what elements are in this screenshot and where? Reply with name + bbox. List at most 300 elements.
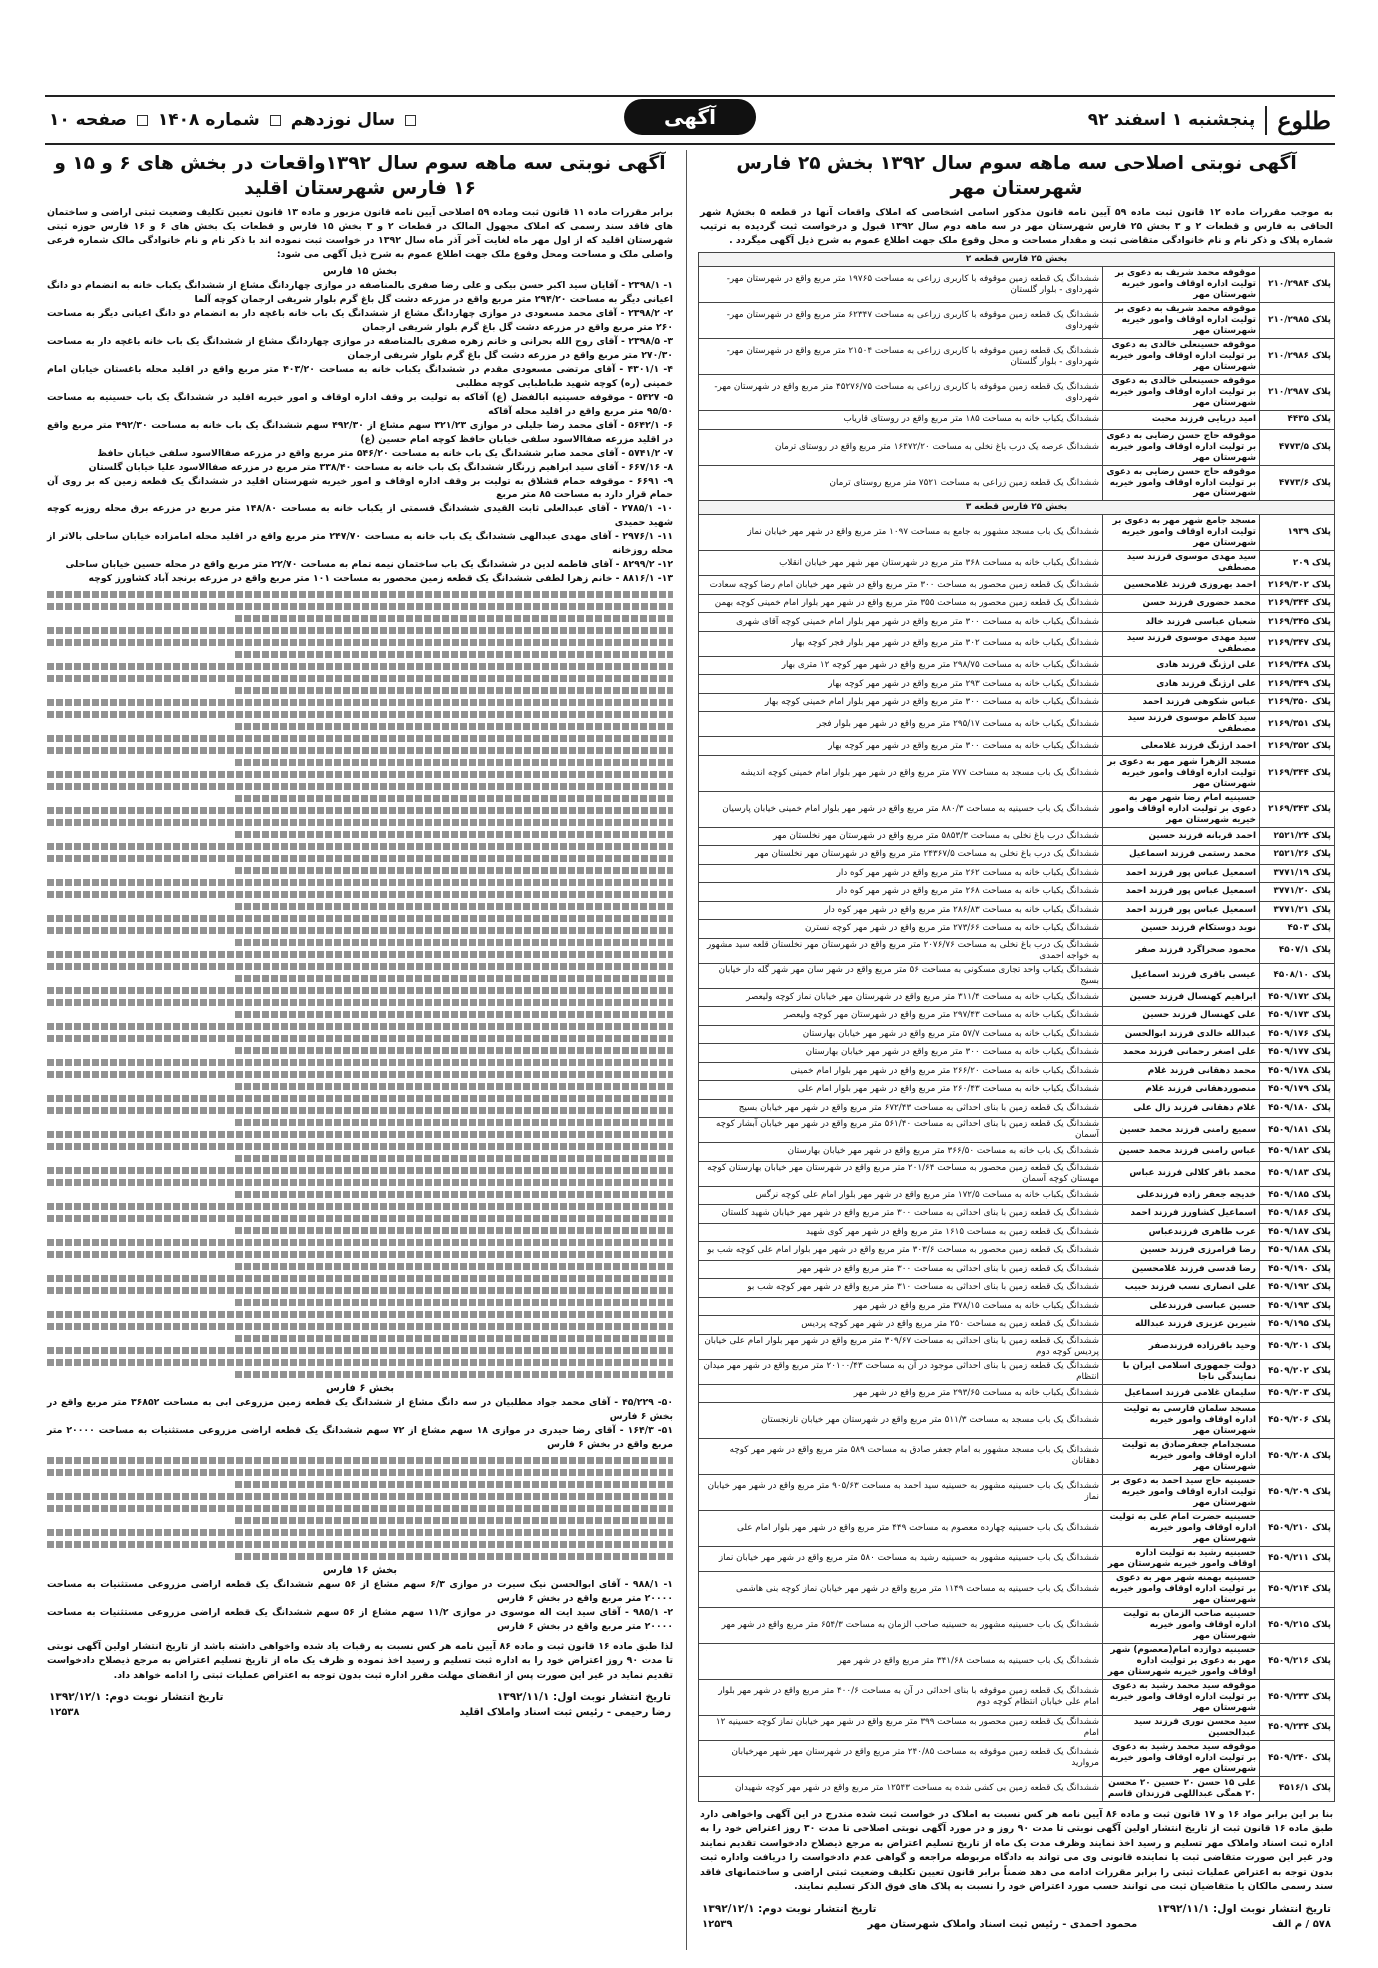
plak-number: پلاک ۴۵۰۹/۲۱۵ [1260, 1607, 1335, 1643]
header-issue: شماره ۱۴۰۸ [157, 110, 260, 130]
text-line-placeholder [47, 915, 673, 922]
text-line-placeholder [235, 1299, 673, 1306]
owner-name: اسمعیل عباس پور فرزند احمد [1103, 883, 1260, 902]
table-row [699, 656, 1335, 675]
header-volume: سال نوزدهم [290, 110, 396, 130]
plak-number: پلاک ۴۵۰۹/۱۷۶ [1260, 1025, 1335, 1044]
text-line-placeholder [235, 1263, 673, 1270]
second-publication-date: تاریخ انتشار نوبت دوم: ۱۳۹۲/۱۲/۱ [49, 1691, 224, 1704]
property-description: ششدانگ یک قطعه زمین با بنای احداثی به مساحت ۶۷۲/۴۳ متر مربع واقع در شهر مهر خیابان بسیج [699, 1099, 1103, 1118]
owner-name: سمیع رامنی فرزند محمد حسین [1103, 1118, 1260, 1143]
property-description: ششدانگ یک باب حسینیه چهارده معصوم به مساحت ۴۴۹ متر مربع واقع در شهر مهر بلوار امام علی [699, 1510, 1103, 1546]
registration-entry: ۶- ۵۶۴۲/۱ - آقای محمد رضا جلیلی در موازی ۳۲۱/۲۳ سهم مشاع از ۴۹۲/۳۰ سهم ششدانگ یک باب خانه به مساحت ۴۹۲/۳۰ متر مربع واقع در اقلید مزرعه صفاالاسود سلفی خیابان حافظ کوچه امام حسین (ع) [47, 419, 673, 445]
property-description: ششدانگ یک قطعه زمین با بنای احداثی به مساحت ۵۶۱/۴۰ متر مربع واقع در شهر مهر خیابان آبشار کوچه آسمان [699, 1118, 1103, 1143]
owner-name: احمد قربانه فرزند حسین [1103, 827, 1260, 846]
table-row [699, 631, 1335, 656]
plak-number: پلاک ۴۵۰۹/۱۸۱ [1260, 1118, 1335, 1143]
ad-number: ۱۲۵۳۸ [49, 1707, 80, 1719]
property-description: ششدانگ یک درب باغ نخلی به مساحت ۲۰۷۶/۷۶ متر مربع واقع در شهرستان مهر نخلستان قلعه سید مشهور به خواجه احمدی [699, 938, 1103, 963]
plak-number: پلاک ۴۵۰۹/۱۷۲ [1260, 988, 1335, 1007]
table-row [699, 1359, 1335, 1384]
text-line-placeholder [47, 843, 673, 850]
property-description: ششدانگ یک قطعه زمین موقوفه با کاربری زراعی به مساحت ۴۵۲۷۶/۷۵ متر مربع واقع در شهرستان مهر- شهرداوی [699, 375, 1103, 411]
property-description: ششدانگ یکباب خانه به مساحت ۲۹۸/۷۵ متر مربع واقع در شهر مهر کوچه ۱۲ متری بهار [699, 656, 1103, 675]
owner-name: عرب طاهری فرزندعباس [1103, 1223, 1260, 1242]
table-row [699, 1474, 1335, 1510]
property-description: ششدانگ یک قطعه زمین محصور به مساحت ۳۹۹ متر مربع واقع در شهر مهر خیابان نماز کوچه حسینیه ۱۲ امام [699, 1715, 1103, 1740]
plak-number: پلاک ۲۱۰/۲۹۸۴ [1260, 267, 1335, 303]
owner-name: موقوفه حسینعلی خالدی به دعوی بر تولیت اداره اوقاف وامور خیریه شهرستان مهر [1103, 339, 1260, 375]
plak-number: پلاک ۴۵۰۹/۱۸۸ [1260, 1242, 1335, 1261]
owner-name: عباس شکوهی فرزند احمد [1103, 693, 1260, 712]
property-description: ششدانگ یکباب خانه به مساحت ۲۶۰/۴۳ متر مربع واقع در شهر مهر بلوار امام علی [699, 1081, 1103, 1100]
table-row [699, 551, 1335, 576]
table-row [699, 1143, 1335, 1162]
property-description: ششدانگ یک قطعه زمین محصور به مساحت ۳۰۳/۶ متر مربع واقع در شهر مهر بلوار امام علی کوچه شب بو [699, 1242, 1103, 1261]
text-line-placeholder [47, 1023, 673, 1030]
text-line-placeholder [47, 1359, 673, 1366]
property-description: ششدانگ یک قطعه زمین با بنای احداثی به مساحت ۳۰۰ متر مربع واقع در شهر مهر خیابان شهید کلستان [699, 1205, 1103, 1224]
text-line-placeholder [47, 1107, 673, 1114]
owner-name: اسماعیل کشاورز فرزند احمد [1103, 1205, 1260, 1224]
owner-name: موقوفه محمد شریف به دعوی بر تولیت اداره اوقاف وامور خیریه شهرستان مهر [1103, 303, 1260, 339]
owner-name: حسینیه رشید به تولیت اداره اوقاف وامور خیریه شهرستان مهر [1103, 1546, 1260, 1571]
plak-number: پلاک ۴۵۰۹/۱۷۸ [1260, 1062, 1335, 1081]
first-publication-date: تاریخ انتشار نوبت اول: ۱۳۹۲/۱۱/۱ [496, 1691, 671, 1704]
property-description: ششدانگ یکباب خانه به مساحت ۵۷/۷ متر مربع واقع در شهر مهر خیابان بهارستان [699, 1025, 1103, 1044]
section-heading: بخش ۱۶ فارس [322, 1564, 398, 1576]
text-line-placeholder [47, 1095, 673, 1102]
plak-number: پلاک ۴۵۰۹/۲۰۱ [1260, 1334, 1335, 1359]
table-row [699, 1062, 1335, 1081]
table-row [699, 827, 1335, 846]
registration-entry: ۱۱- ۲۹۷۶/۱ - آقای مهدی عبدالهی ششدانگ یک باب خانه به مساحت ۲۴۷/۷۰ متر مربع واقع در اقلید محله امامزاده خیابان ساحلی بالاتر از محله روزخانه [47, 531, 673, 557]
ad-eqlid-column [45, 150, 675, 1960]
owner-name: منصوردهقانی فرزند غلام [1103, 1081, 1260, 1100]
plak-number: پلاک ۴۵۰۹/۱۸۳ [1260, 1161, 1335, 1186]
owner-name: محمود صحراگرد فرزند صفر [1103, 938, 1260, 963]
owner-name: علی ۱۵ حسن ۲۰ حسین ۲۰ محسن ۲۰ همگی عبداللهی فرزندان قاسم [1103, 1776, 1260, 1801]
plak-number: پلاک ۴۵۰۹/۱۸۶ [1260, 1205, 1335, 1224]
plak-number: پلاک ۴۵۰۹/۱۸۲ [1260, 1143, 1335, 1162]
property-description: ششدانگ یک قطعه زمین با بنای احداثی به مساحت ۳۰۹/۶۷ متر مربع واقع در شهر مهر بلوار امام علی خیابان پردیس کوچه دوم [699, 1334, 1103, 1359]
registration-entry: ۵۱- ۱۶۴/۳ - آقای رضا حیدری در موازی ۱۸ سهم مشاع از ۷۲ سهم ششدانگ یک قطعه اراضی مزروعی مستثنیات به مساحت ۲۰۰۰۰ متر مربع واقع در بخش ۶ فارس [47, 1424, 673, 1450]
plak-number: پلاک ۲۰۹ [1260, 551, 1335, 576]
text-line-placeholder [235, 903, 673, 910]
registration-entry: ۲- ۹۸۵/۱ - آقای سید ایت اله موسوی در موازی ۱۱/۲ سهم مشاع از ۵۶ سهم ششدانگ یک قطعه اراضی مزروعی مستثنیات به مساحت ۲۰۰۰۰ متر مربع واقع در بخش ۶ فارس [47, 1606, 673, 1632]
text-line-placeholder [47, 627, 673, 634]
text-line-placeholder [235, 939, 673, 946]
entries-list [45, 1396, 675, 1452]
registration-entry: ۸- ۶۶۷/۱۶ - آقای سید ابراهیم زرنگار ششدانگ یک باب خانه به مساحت ۳۳۸/۴۰ متر مربع در مزرعه صفاالاسود علیا خیابان گلستان [88, 461, 673, 473]
text-line-placeholder [47, 1059, 673, 1066]
text-continuation [47, 1457, 673, 1560]
owner-name: ابراهیم کهنسال فرزند حسین [1103, 988, 1260, 1007]
plak-number: پلاک ۴۵۰۹/۱۸۰ [1260, 1099, 1335, 1118]
owner-name: سید مهدی موسوی فرزند سید مصطفی [1103, 631, 1260, 656]
text-line-placeholder [47, 1035, 673, 1042]
entries-list [45, 279, 675, 586]
plak-number: پلاک ۲۵۲۱/۲۴ [1260, 827, 1335, 846]
registration-entry: ۳- ۲۳۹۸/۵ - آقای روح الله بحرانی و خانم زهره صفری بالمناصفه در موازی چهاردانگ مشاع از ششدانگ یک باب خانه باغچه دار به مساحت ۲۷۰/۳۰ متر مربع واقع در مزرعه دشت گل باغ گرم بلوار شریفی ارجمان [47, 336, 673, 362]
owner-name: غلام دهقانی فرزند زال علی [1103, 1099, 1260, 1118]
owner-name: حسینیه بهمنه شهر مهر به دعوی بر تولیت اداره اوقاف وامور خیریه شهرستان مهر [1103, 1571, 1260, 1607]
table-row [699, 846, 1335, 865]
property-description: ششدانگ یک باب حسینیه مشهور به حسینیه صاحب الزمان به مساحت ۶۵۴/۳ متر مربع واقع در شهر مهر [699, 1607, 1103, 1643]
plak-number: پلاک ۲۱۶۹/۳۴۹ [1260, 675, 1335, 694]
owner-name: محمد دهقانی فرزند غلام [1103, 1062, 1260, 1081]
plak-number: پلاک ۴۵۰۹/۲۱۰ [1260, 1510, 1335, 1546]
header-right [1088, 106, 1335, 135]
section-heading: بخش ۶ فارس [325, 1383, 395, 1394]
property-description: ششدانگ یکباب خانه به مساحت ۲۷۳/۶۶ متر مربع واقع در شهر مهر کوچه نسترن [699, 920, 1103, 939]
plak-number: پلاک ۴۴۳۵ [1260, 411, 1335, 430]
text-line-placeholder [47, 1071, 673, 1078]
property-description: ششدانگ یکباب خانه به مساحت ۲۶۸ متر مربع واقع در شهر مهر کوه دار [699, 883, 1103, 902]
plak-number: پلاک ۴۵۰۸/۱۰ [1260, 963, 1335, 988]
property-description: ششدانگ یک قطعه زمین موقوفه به مساحت ۲۴۰/۸۵ متر مربع واقع در شهرستان مهر شهر مهرخیابان مروارید [699, 1740, 1103, 1776]
text-line-placeholder [47, 747, 673, 754]
owner-name: شعبان عباسی فرزند خالد [1103, 613, 1260, 632]
owner-name: رضا فرامرزی فرزند حسین [1103, 1242, 1260, 1261]
text-line-placeholder [235, 1227, 673, 1234]
table-row [699, 1118, 1335, 1143]
owner-name: مسجد جامع شهر مهر به دعوی بر تولیت اداره اوقاف وامور خیریه شهرستان مهر [1103, 515, 1260, 551]
table-row [699, 988, 1335, 1007]
owner-name: دولت جمهوری اسلامی ایران با نمایندگی ناجا [1103, 1359, 1260, 1384]
text-line-placeholder [47, 1311, 673, 1318]
text-line-placeholder [235, 1553, 673, 1560]
table-row [699, 515, 1335, 551]
header-left [45, 110, 416, 130]
owner-name: موقوفه حسینعلی خالدی به دعوی بر تولیت اداره اوقاف وامور خیریه شهرستان مهر [1103, 375, 1260, 411]
plak-number: پلاک ۲۱۰/۲۹۸۷ [1260, 375, 1335, 411]
property-description: ششدانگ یکباب خانه به مساحت ۲۹۳/۶۵ متر مربع واقع در شهر مهر [699, 1384, 1103, 1403]
plak-number: پلاک ۴۵۰۹/۱۹۳ [1260, 1297, 1335, 1316]
text-line-placeholder [47, 927, 673, 934]
table-row [699, 693, 1335, 712]
property-description: ششدانگ عرصه یک درب باغ نخلی به مساحت ۱۶۴۷۲/۲۰ متر مربع واقع در روستای ترمان [699, 429, 1103, 465]
property-description: ششدانگ یک قطعه زمین موقوفه با کاربری زراعی به مساحت ۱۹۷۶۵ متر مربع واقع در شهرستان مهر- شهرداوی - بلوار گلستان [699, 267, 1103, 303]
entries-list [45, 1578, 675, 1634]
table-row [699, 901, 1335, 920]
text-line-placeholder [47, 591, 673, 598]
property-description: ششدانگ یکباب خانه به مساحت ۲۶۲ متر مربع واقع در شهر مهر کوه دار [699, 864, 1103, 883]
text-line-placeholder [235, 1335, 673, 1342]
plak-number: پلاک ۴۵۰۷/۱ [1260, 938, 1335, 963]
plak-number: پلاک ۴۵۰۹/۲۴۰ [1260, 1740, 1335, 1776]
property-description: ششدانگ یک باب مسجد مشهور به امام جعفر صادق به مساحت ۵۸۹ متر مربع واقع در شهر مهر کوچه دهقانان [699, 1438, 1103, 1474]
ad-code: ۵۷۸ / م الف [1272, 1918, 1331, 1930]
table-row [699, 1715, 1335, 1740]
table-row [699, 1510, 1335, 1546]
owner-name: امید دریایی فرزند محبت [1103, 411, 1260, 430]
table-row [699, 1025, 1335, 1044]
second-publication-date: تاریخ انتشار نوبت دوم: ۱۳۹۲/۱۲/۱ [702, 1902, 877, 1915]
plak-number: پلاک ۲۱۶۹/۳۴۷ [1260, 631, 1335, 656]
property-description: ششدانگ یک قطعه زمین با بنای احداثی موجود در آن به مساحت ۲۰۱۰۰/۴۳ متر مربع واقع در شهر مهر میدان انتظام [699, 1359, 1103, 1384]
text-line-placeholder [47, 639, 673, 646]
text-line-placeholder [47, 771, 673, 778]
text-line-placeholder [47, 999, 673, 1006]
property-description: ششدانگ یک باب مسجد مشهور به جامع به مساحت ۱۰۹۷ متر مربع واقع در شهر مهر خیابان نماز [699, 515, 1103, 551]
plak-number: پلاک ۴۵۰۹/۱۷۷ [1260, 1044, 1335, 1063]
owner-name: علی انصاری نسب فرزند حبیب [1103, 1279, 1260, 1298]
table-row [699, 1279, 1335, 1298]
plak-number: پلاک ۲۵۲۱/۲۶ [1260, 846, 1335, 865]
plak-number: پلاک ۴۵۰۹/۲۰۹ [1260, 1474, 1335, 1510]
owner-name: موقوفه سید محمد رشید به دعوی بر تولیت اداره اوقاف وامور خیریه شهرستان مهر [1103, 1740, 1260, 1776]
property-description: ششدانگ یک باب مسجد به مساحت ۷۷۷ متر مربع واقع در شهر مهر بلوار امام خمینی کوچه اندیشه [699, 755, 1103, 791]
property-description: ششدانگ یک قطعه زمین محصور به مساحت ۳۵۵ متر مربع واقع در شهر مهر بلوار امام خمینی کوچه بهمن [699, 594, 1103, 613]
owner-name: سید کاظم موسوی فرزند سید مصطفی [1103, 712, 1260, 737]
owner-name: نوید دوستکام فرزند حسین [1103, 920, 1260, 939]
property-description: ششدانگ یکباب خانه به مساحت ۲۸۶/۸۳ متر مربع واقع در شهر مهر کوه دار [699, 901, 1103, 920]
text-line-placeholder [47, 699, 673, 706]
text-line-placeholder [47, 783, 673, 790]
property-description: ششدانگ یکباب واحد تجاری مسکونی به مساحت ۵۶ متر مربع واقع در شهر سان مهر شهر گله دار خیابان بسیج [699, 963, 1103, 988]
owner-name: موقوفه حاج حسن رضایی به دعوی بر تولیت اداره اوقاف وامور خیریه شهرستان مهر [1103, 429, 1260, 465]
property-description: ششدانگ یک باب حسینیه مشهور به حسینیه سید احمد به مساحت ۹۰۵/۶۳ متر مربع واقع در شهر مهر خیابان نماز [699, 1474, 1103, 1510]
ad-mehr-intro: به موجب مقررات ماده ۱۲ قانون ثبت ماده ۵۹ آیین نامه قانون مذکور اسامی اشخاصی که املاک واقعات آنها در قطعه ۵ بخش۸ شهر الحاقی به فارس و قطعات ۲ و ۳ بخش ۲۵ فارس شهرستان مهر در سه ماهه دوم سال ۱۳۹۲ قبول و درخواست ثبت گردیده به ترتیب شماره پلاک و ذکر نام و نام خانوادگی متقاضی ثبت و مقدار مساحت و محل وقوع ملک جهت اطلاع عموم به شرح ذیل آگهی میگردد . [700, 206, 1334, 247]
plak-number: پلاک ۱۹۳۹ [1260, 515, 1335, 551]
table-row [699, 1384, 1335, 1403]
table-row [699, 576, 1335, 595]
property-description: ششدانگ یک قطعه زمین موقوفه با بنای احداثی در آن به مساحت ۴۰۰/۶ متر مربع واقع در شهر مهر بلوار امام علی خیابان انتظام کوچه دوم [699, 1679, 1103, 1715]
ad-mehr-title: آگهی نوبتی اصلاحی سه ماهه سوم سال ۱۳۹۲ بخش ۲۵ فارس شهرستان مهر [736, 153, 1297, 199]
registration-entry: ۲- ۲۳۹۸/۲ - آقای محمد مسعودی در موازی چهاردانگ مشاع از ششدانگ یک باب خانه باغچه دار به انضمام دو دانگ اعیانی دیگر به مساحت ۲۶۰ متر مربع واقع در مزرعه دشت گل باغ گرم بلوار شریفی ارجمان [47, 308, 673, 334]
owner-name: احمد ارژنگ فرزند غلامعلی [1103, 737, 1260, 756]
owner-name: خدیجه جعفر زاده فرزندعلی [1103, 1186, 1260, 1205]
text-line-placeholder [235, 615, 673, 622]
text-line-placeholder [235, 1155, 673, 1162]
text-line-placeholder [235, 687, 673, 694]
property-description: ششدانگ یک باب حسینیه به مساحت ۱۱۴۹ متر مربع واقع در شهر مهر خیابان نماز کوچه بنی هاشمی [699, 1571, 1103, 1607]
table-row [699, 267, 1335, 303]
property-description: ششدانگ یک باب خانه به مساحت ۳۶۶/۵۰ متر مربع واقع در شهر مهر خیابان بهارستان [699, 1143, 1103, 1162]
property-description: ششدانگ یکباب خانه به مساحت ۳۱۱/۴ متر مربع واقع در شهرستان مهر خیابان نماز کوچه ولیعصر [699, 988, 1103, 1007]
owner-name: حسینیه امام رضا شهر مهر به دعوی بر تولیت اداره اوقاف وامور خیریه شهرستان مهر [1103, 791, 1260, 827]
ad-eqlid-title: آگهی نوبتی سه ماهه سوم سال ۱۳۹۲واقعات در بخش های ۶ و ۱۵ و ۱۶ فارس شهرستان اقلید [54, 153, 666, 199]
text-line-placeholder [47, 807, 673, 814]
property-description: ششدانگ یکباب خانه به مساحت ۳۰۰ متر مربع واقع در شهر مهر کوچه بهار [699, 737, 1103, 756]
owner-name: وحید باقرزاده فرزندصفر [1103, 1334, 1260, 1359]
text-line-placeholder [235, 1047, 673, 1054]
ad-eqlid-dates [49, 1691, 671, 1703]
owner-name: حسین عباسی فرزندعلی [1103, 1297, 1260, 1316]
registration-entry: ۱۳- ۸۸۱۶/۱ - خانم زهرا لطفی ششدانگ یک قطعه زمین محصور به مساحت ۱۰۱ متر مربع واقع در مزرعه برنجد آباد کشاورز کوچه [88, 573, 673, 585]
plak-number: پلاک ۴۵۰۹/۱۷۹ [1260, 1081, 1335, 1100]
text-line-placeholder [235, 651, 673, 658]
table-row [699, 1099, 1335, 1118]
plak-number: پلاک ۴۵۰۹/۱۹۵ [1260, 1316, 1335, 1335]
table-row [699, 465, 1335, 501]
plak-number: پلاک ۴۷۷۳/۶ [1260, 465, 1335, 501]
property-description: ششدانگ یک قطعه زمین با بنای احداثی به مساحت ۳۱۰ متر مربع واقع در شهر مهر کوچه شب بو [699, 1279, 1103, 1298]
owner-name: سلیمان غلامی فرزند اسماعیل [1103, 1384, 1260, 1403]
owner-name: حسینیه حضرت امام علی به تولیت اداره اوقاف وامور خیریه شهرستان مهر [1103, 1510, 1260, 1546]
registration-entry: ۱- ۲۳۹۸/۱ - آقایان سید اکبر حسن بیکی و علی رضا صفری بالمناصفه در موازی چهاردانگ مشاع از ششدانگ یکباب خانه به انضمام دو دانگ اعیانی دیگر به مساحت ۲۹۴/۲۰ متر مربع واقع در مزرعه دشت گل باغ گرم بلوار شریفی ارجمان کوچه آلما [47, 280, 673, 306]
property-description: ششدانگ یکباب خانه به مساحت ۲۹۷/۴۳ متر مربع واقع در شهرستان مهر کوچه ولیعصر [699, 1007, 1103, 1026]
table-section-header: بخش ۲۵ فارس قطعه ۳ [699, 501, 1335, 515]
text-line-placeholder [47, 1287, 673, 1294]
property-description: ششدانگ یکباب خانه به مساحت ۳۰۲ متر مربع واقع در شهر مهر بلوار فجر کوچه بهار [699, 631, 1103, 656]
property-description: ششدانگ درب باغ نخلی به مساحت ۵۸۵۳/۳ متر مربع واقع در شهرستان مهر نخلستان مهر [699, 827, 1103, 846]
plak-number: پلاک ۴۵۰۹/۲۳۳ [1260, 1679, 1335, 1715]
property-description: ششدانگ یک باب حسینیه به مساحت ۳۴۱/۶۸ متر مربع واقع در شهر مهر [699, 1643, 1103, 1679]
text-line-placeholder [47, 1203, 673, 1210]
owner-name: محمد حضوری فرزند حسن [1103, 594, 1260, 613]
property-description: ششدانگ یکباب خانه به مساحت ۳۶۸ متر مربع در شهرستان مهر شهر مهر خیابان انقلاب [699, 551, 1103, 576]
property-description: ششدانگ یک قطعه زمین به مساحت ۱۶۱۵ متر مربع واقع در شهر مهر کوی شهید [699, 1223, 1103, 1242]
property-description: ششدانگ یک قطعه زمین زراعی به مساحت ۷۵۲۱ متر مربع روستای ترمان [699, 465, 1103, 501]
table-row [699, 1403, 1335, 1439]
text-line-placeholder [47, 1251, 673, 1258]
owner-name: علی اصغر رحمانی فرزند محمد [1103, 1044, 1260, 1063]
text-line-placeholder [235, 759, 673, 766]
table-row [699, 1242, 1335, 1261]
owner-name: مسجدامام جعفرصادق به تولیت اداره اوقاف وامور خیریه شهرستان مهر [1103, 1438, 1260, 1474]
property-description: ششدانگ یکباب خانه به مساحت ۲۶۶/۲۰ متر مربع واقع در شهر مهر بلوار امام خمینی [699, 1062, 1103, 1081]
owner-name: اسمعیل عباس پور فرزند احمد [1103, 901, 1260, 920]
owner-name: موقوفه سید محمد رشید به دعوی بر تولیت اداره اوقاف وامور خیریه شهرستان مهر [1103, 1679, 1260, 1715]
text-line-placeholder [47, 1131, 673, 1138]
ad-eqlid-intro: برابر مقررات ماده ۱۱ قانون ثبت وماده ۵۹ اصلاحی آیین نامه قانون مزبور و ماده ۱۳ قانون تعیین تکلیف وضعیت ثبتی اراضی و ساختمان های فاقد سند رسمی که املاک مجهول المالک در قطعات ۲ و ۳ بخش ۱۵ فارس و قطعات یک بخش های ۶ و ۱۶ فارس حوزه ثبتی شهرستان اقلید که از اول مهر ماه لغایت آخر آذر ماه سال ۱۳۹۲ در خواست ثبت نموده اند با ذکر نام و نام خانوادگی مالک شماره فرعی واصلی ملک و مساحت ومحل وقوع ملک جهت اطلاع عموم به شرح ذیل آگهی می شود: [47, 206, 674, 261]
page-header [45, 95, 1335, 145]
plak-number: پلاک ۴۵۰۹/۱۷۳ [1260, 1007, 1335, 1026]
table-row [699, 1081, 1335, 1100]
ad-mehr-table [698, 252, 1335, 1801]
table-row [699, 1438, 1335, 1474]
owner-name: مسجد الزهرا شهر مهر به دعوی بر تولیت اداره اوقاف وامور خیریه شهرستان مهر [1103, 755, 1260, 791]
ad-eqlid-footer [49, 1707, 671, 1718]
owner-name: محمد رستمی فرزند اسماعیل [1103, 846, 1260, 865]
table-row [699, 1334, 1335, 1359]
table-row [699, 675, 1335, 694]
plak-number: پلاک ۴۵۰۹/۲۱۱ [1260, 1546, 1335, 1571]
text-line-placeholder [47, 663, 673, 670]
plak-number: پلاک ۴۵۰۹/۲۱۶ [1260, 1643, 1335, 1679]
plak-number: پلاک ۴۵۰۹/۲۰۸ [1260, 1438, 1335, 1474]
plak-number: پلاک ۲۱۶۹/۳۴۸ [1260, 656, 1335, 675]
column-divider [686, 150, 687, 1950]
table-row [699, 1740, 1335, 1776]
owner-name: رضا قدسی فرزند غلامحسین [1103, 1260, 1260, 1279]
text-line-placeholder [47, 1167, 673, 1174]
owner-name: عیسی باقری فرزند اسماعیل [1103, 963, 1260, 988]
property-description: ششدانگ یک باب حسینیه به مساحت ۸۸۰/۳ متر مربع واقع در شهر مهر بلوار امام خمینی خیابان پارسیان [699, 791, 1103, 827]
registration-entry: ۱۰- ۲۷۸۵/۱ - آقای عبدالعلی ثابت القیدی ششدانگ قسمتی از یکباب خانه به مساحت ۱۴۸/۸۰ متر مربع در مزرعه برق محله روزبه کوچه شهید حمیدی [47, 503, 673, 529]
plak-number: پلاک ۴۷۷۳/۵ [1260, 429, 1335, 465]
text-line-placeholder [235, 1371, 673, 1378]
text-line-placeholder [235, 795, 673, 802]
table-row [699, 864, 1335, 883]
plak-number: پلاک ۲۱۰/۲۹۸۶ [1260, 339, 1335, 375]
table-row [699, 1205, 1335, 1224]
plak-number: پلاک ۴۵۰۹/۲۰۶ [1260, 1403, 1335, 1439]
text-line-placeholder [47, 1179, 673, 1186]
text-line-placeholder [235, 1481, 673, 1488]
ad-mehr-notice: بنا بر این برابر مواد ۱۶ و ۱۷ قانون ثبت و ماده ۸۶ آیین نامه هر کس نسبت به املاک در خواست ثبت شده مندرج در این آگهی واخواهی دارد طبق ماده ۱۶ قانون ثبت از تاریخ انتشار اولین آگهی نوبتی تا مدت ۹۰ روز و در مورد آگهی نوبتی اصلاحی تا مدت ۳۰ روز اعتراض خود را به اداره ثبت اسناد واملاک مهر تسلیم و رسید اخذ نمایند وظرف مدت یک ماه از تاریخ تسلیم اعتراض به مرجع ذیصلاح دادخواست تقدیم نمایند ودر غیر این صورت متقاضی ثبت یا نماینده قانونی وی می تواند به دادگاه مربوطه مراجعه و گواهی عدم دادخواست را دریافت واداره ثبت بدون توجه به اعتراض عملیات ثبتی را برابر مقررات ادامه می دهد ضمناً برابر قانون تعیین تکلیف وضعیت ثبتی اراضی و ساختمانهای فاقد سند رسمی مالکان یا متقاضیان ثبت می توانند حسب مورد اعتراض خود را نسبت به پلاک های فوق الذکر تسلیم نمایند. [700, 1808, 1333, 1893]
table-row [699, 429, 1335, 465]
registration-entry: ۹- ۶۶۹۱ - موقوفه حمام قشلاق به تولیت بر وقف اداره اوقاف و امور خیریه شهرستان اقلید در ششدانگ یک قطعه زمین که بر روی آن حمام قرار دارد به مساحت ۸۵ متر مربع [47, 475, 673, 501]
header-page-number: صفحه ۱۰ [49, 110, 127, 130]
text-line-placeholder [47, 735, 673, 742]
text-line-placeholder [235, 1119, 673, 1126]
square-bullet-icon [137, 115, 148, 126]
property-description: ششدانگ یکباب خانه به مساحت ۲۹۵/۱۷ متر مربع واقع در شهر مهر بلوار فجر [699, 712, 1103, 737]
property-description: ششدانگ یک قطعه زمین به مساحت ۲۵۰ متر مربع واقع در شهر مهر کوچه پردیس [699, 1316, 1103, 1335]
owner-name: عباس رامنی فرزند محمد حسین [1103, 1143, 1260, 1162]
ad-mehr-column [698, 150, 1335, 1960]
text-line-placeholder [47, 819, 673, 826]
text-continuation [47, 591, 673, 1378]
square-bullet-icon [270, 115, 281, 126]
table-row [699, 963, 1335, 988]
ad-mehr-dates [702, 1903, 1331, 1915]
table-row [699, 1260, 1335, 1279]
owner-name: موقوفه حاج حسن رضایی به دعوی بر تولیت اداره اوقاف وامور خیریه شهرستان مهر [1103, 465, 1260, 501]
text-line-placeholder [47, 711, 673, 718]
table-row [699, 1186, 1335, 1205]
table-row [699, 613, 1335, 632]
table-row [699, 1776, 1335, 1801]
plak-number: پلاک ۲۱۰/۲۹۸۵ [1260, 303, 1335, 339]
plak-number: پلاک ۴۵۰۹/۱۸۵ [1260, 1186, 1335, 1205]
property-description: ششدانگ یک قطعه زمین موقوفه با کاربری زراعی به مساحت ۶۲۳۴۷ متر مربع واقع در شهرستان مهر- شهرداوی [699, 303, 1103, 339]
property-description: ششدانگ یکباب خانه به مساحت ۳۰۰ متر مربع واقع در شهر مهر بلوار امام خمینی کوچه بهار [699, 693, 1103, 712]
plak-number: پلاک ۲۱۶۹/۳۵۱ [1260, 712, 1335, 737]
property-description: ششدانگ یکباب خانه به مساحت ۱۷۲/۵ متر مربع واقع در شهر مهر بلوار امام علی کوچه نرگس [699, 1186, 1103, 1205]
text-line-placeholder [235, 1191, 673, 1198]
property-description: ششدانگ یک قطعه زمین بی کشی شده به مساحت ۱۲۵۴۳ متر مربع واقع در شهر مهر کوچه شهیدان [699, 1776, 1103, 1801]
plak-number: پلاک ۴۵۰۹/۲۳۴ [1260, 1715, 1335, 1740]
property-description: ششدانگ یک قطعه زمین با بنای احداثی به مساحت ۳۰۰ متر مربع واقع در شهر مهر [699, 1260, 1103, 1279]
plak-number: پلاک ۴۵۰۹/۱۹۰ [1260, 1260, 1335, 1279]
text-line-placeholder [235, 1011, 673, 1018]
first-publication-date: تاریخ انتشار نوبت اول: ۱۳۹۲/۱۱/۱ [1156, 1902, 1331, 1915]
section-badge: آگهی [624, 99, 756, 135]
plak-number: پلاک ۲۱۶۹/۳۴۴ [1260, 594, 1335, 613]
owner-name: حسینیه دوازده امام(معصوم) شهر مهر به دعوی بر تولیت اداره اوقاف وامور خیریه شهرستان مهر [1103, 1643, 1260, 1679]
plak-number: پلاک ۲۱۶۹/۳۴۵ [1260, 613, 1335, 632]
owner-name: مسجد سلمان فارسی به تولیت اداره اوقاف وامور خیریه شهرستان مهر [1103, 1403, 1260, 1439]
text-line-placeholder [47, 891, 673, 898]
table-row [699, 920, 1335, 939]
table-row [699, 1297, 1335, 1316]
text-line-placeholder [235, 1083, 673, 1090]
owner-name: سید مهدی موسوی فرزند سید مصطفی [1103, 551, 1260, 576]
table-row [699, 1044, 1335, 1063]
text-line-placeholder [47, 855, 673, 862]
table-row [699, 411, 1335, 430]
plak-number: پلاک ۳۷۷۱/۲۰ [1260, 883, 1335, 902]
property-description: ششدانگ یکباب خانه به مساحت ۳۰۰ متر مربع واقع در شهر مهر خیابان بهارستان [699, 1044, 1103, 1063]
owner-name: سید محسن نوری فرزند سید عبدالحسین [1103, 1715, 1260, 1740]
owner-name: عبدالله خالدی فرزند ابوالحسن [1103, 1025, 1260, 1044]
table-row [699, 594, 1335, 613]
text-line-placeholder [47, 1143, 673, 1150]
table-section-header: بخش ۲۵ فارس قطعه ۲ [699, 253, 1335, 267]
table-row [699, 1007, 1335, 1026]
owner-name: احمد بهروزی فرزند غلامحسین [1103, 576, 1260, 595]
text-line-placeholder [47, 1239, 673, 1246]
text-line-placeholder [47, 963, 673, 970]
plak-number: پلاک ۴۵۰۹/۱۸۷ [1260, 1223, 1335, 1242]
section-heading: بخش ۱۵ فارس [322, 266, 398, 278]
text-line-placeholder [47, 987, 673, 994]
property-description: ششدانگ یکباب خانه به مساحت ۱۸۵ متر مربع واقع در روستای قاریاب [699, 411, 1103, 430]
